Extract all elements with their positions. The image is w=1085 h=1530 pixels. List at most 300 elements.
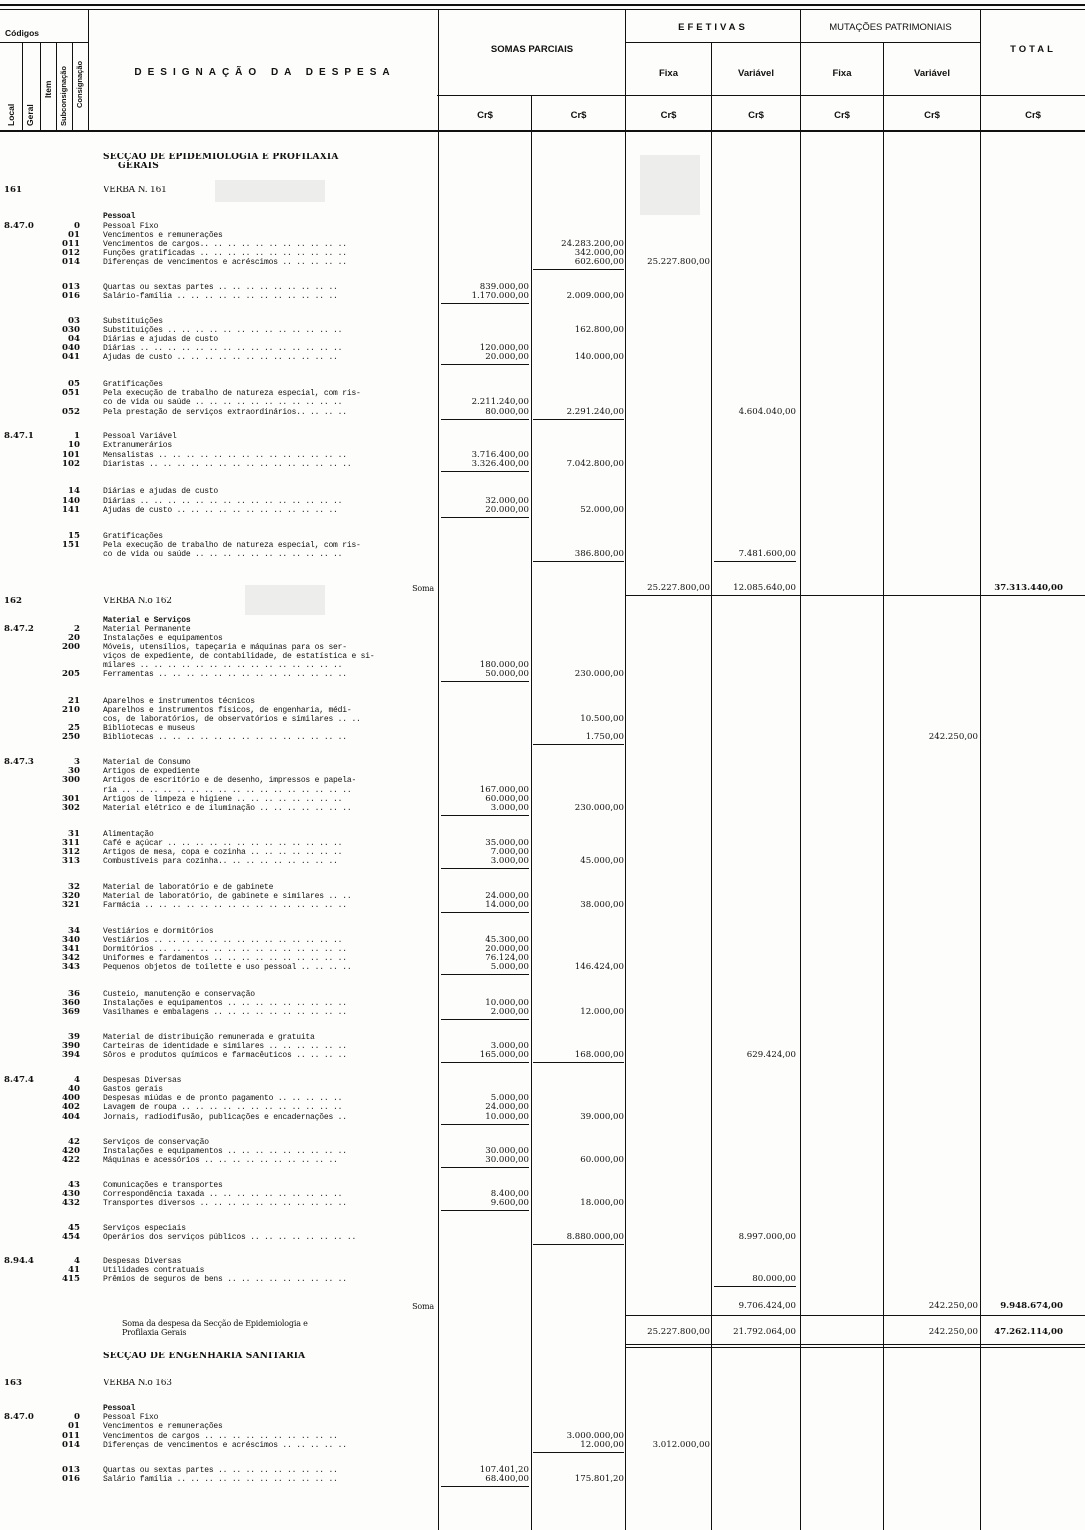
partial-sum-1: 3.000,00: [490, 1041, 529, 1051]
expense-description: Substituições .. .. .. .. .. .. .. .. .. .. .. .. ..: [103, 326, 343, 335]
code-item: 341: [62, 944, 80, 954]
code-item: 030: [62, 325, 80, 335]
table-row: [0, 550, 1085, 560]
partial-sum-1: 50.000,00: [485, 669, 529, 679]
table-row: [0, 258, 1085, 268]
header-mutacoes: MUTAÇÕES PATRIMONIAIS: [829, 22, 952, 33]
partial-sum-2: 2.009.000,00: [566, 291, 624, 301]
partial-sum-1: 3.000,00: [490, 856, 529, 866]
expense-description: Material elétrico e de iluminação .. .. .. .. .. .. ..: [103, 804, 352, 813]
expense-description: Bibliotecas .. .. .. .. .. .. .. .. .. .. .. .. .. ..: [103, 733, 347, 742]
code-item: 016: [62, 1474, 80, 1484]
partial-sum-2: 175.801,20: [574, 1474, 624, 1484]
expense-description: Diaristas .. .. .. .. .. .. .. .. .. .. .. .. .. .. ..: [103, 460, 352, 469]
code-item: 25: [68, 723, 80, 733]
partial-sum-2: 3.000.000,00: [566, 1431, 624, 1441]
total-value: 47.262.114,00: [994, 1327, 1063, 1337]
table-row: [0, 487, 1085, 497]
code-item: 400: [62, 1093, 80, 1103]
expense-description: Uniformes e fardamentos .. .. .. .. .. .. .. .. .. ..: [103, 954, 347, 963]
expense-description: Pela execução de trabalho de natureza especial, com ris-: [103, 389, 361, 398]
subtotal-underline: [533, 1062, 624, 1063]
code-item: 016: [62, 291, 80, 301]
subtotal-underline: [533, 1452, 624, 1453]
expense-description: Vencimentos de cargos .. .. .. .. .. .. .. .. .. ..: [103, 1432, 338, 1441]
expense-description: Dormitórios .. .. .. .. .. .. .. .. .. .. .. .. .. ..: [103, 945, 347, 954]
efetiva-variavel-value: 4.604.040,00: [738, 407, 796, 417]
partial-sum-2: 24.283.200,00: [561, 239, 624, 249]
code-local: 8.47.0: [4, 1412, 34, 1422]
partial-sum-1: 3.000,00: [490, 803, 529, 813]
table-row: [0, 1422, 1085, 1432]
expense-description: Salário-família .. .. .. .. .. .. .. .. .. .. .. ..: [103, 292, 338, 301]
code-item: 36: [68, 989, 80, 999]
code-item: 422: [62, 1155, 80, 1165]
expense-description: Material e Serviços: [103, 616, 191, 625]
subtotal-underline: [441, 517, 529, 518]
table-row: [0, 212, 1085, 222]
expense-description: Móveis, utensílios, tapeçaria e máquinas para os ser-: [103, 643, 347, 652]
code-item: 430: [62, 1189, 80, 1199]
subtotal-underline: [533, 269, 624, 270]
header-currency: Cr$: [570, 110, 587, 121]
partial-sum-1: 76.124,00: [485, 953, 529, 963]
code-item: 343: [62, 962, 80, 972]
expense-description: Diferenças de vencimentos e acréscimos .. .. .. .. ..: [103, 1441, 347, 1450]
top-rule-thin: [0, 9, 1085, 10]
partial-sum-1: 10.000,00: [485, 1112, 529, 1122]
expense-description: Instalações e equipamentos .. .. .. .. .. .. .. .. ..: [103, 999, 347, 1008]
header-currency: Cr$: [477, 110, 493, 121]
efetiva-variavel-value: 80.000,00: [752, 1274, 796, 1284]
partial-sum-2: 168.000,00: [574, 1050, 624, 1060]
header-currency: Cr$: [660, 110, 677, 121]
code-item: 4: [74, 1075, 80, 1085]
code-item: 342: [62, 953, 80, 963]
subtotal-underline: [714, 561, 796, 562]
section-heading: SECÇÃO DE ENGENHARIA SANITÁRIA: [103, 1352, 306, 1361]
code-item: 420: [62, 1146, 80, 1156]
subtotal-underline: [441, 364, 529, 365]
code-item: 415: [62, 1274, 80, 1284]
efetiva-fixa-value: 25.227.800,00: [647, 583, 710, 593]
partial-sum-1: 2.211.240,00: [471, 397, 529, 407]
code-item: 10: [68, 440, 80, 450]
expense-description: Material de laboratório e de gabinete: [103, 883, 274, 892]
table-row: [0, 1275, 1085, 1285]
header-currency: Cr$: [924, 110, 940, 121]
expense-description: Quartas ou sextas partes .. .. .. .. .. .. .. .. ..: [103, 1466, 338, 1475]
expense-description: Correspondência taxada .. .. .. .. .. .. .. .. .. ..: [103, 1190, 343, 1199]
expense-description: Instalações e equipamentos: [103, 634, 223, 643]
code-item: 313: [62, 856, 80, 866]
code-item: 14: [68, 486, 80, 496]
expense-description: co de vida ou saúde .. .. .. .. .. .. .. .. .. .. ..: [103, 398, 343, 407]
expense-description: Vencimentos de cargos.. .. .. .. .. .. .. .. .. .. ..: [103, 240, 347, 249]
code-local: 162: [4, 596, 22, 606]
efetiva-fixa-value: 3.012.000,00: [652, 1440, 710, 1450]
expense-description: Salário família .. .. .. .. .. .. .. .. .. .. .. ..: [103, 1475, 338, 1484]
expense-description: Serviços de conservação: [103, 1138, 209, 1147]
code-item: 102: [62, 459, 80, 469]
efetiva-variavel-value: 7.481.600,00: [738, 549, 796, 559]
code-item: 43: [68, 1180, 80, 1190]
expense-description: Vestiários .. .. .. .. .. .. .. .. .. .. .. .. .. ..: [103, 936, 343, 945]
code-item: 01: [68, 1421, 80, 1431]
subtotal-underline: [441, 974, 529, 975]
partial-sum-2: 7.042.800,00: [566, 459, 624, 469]
expense-description: Jornais, radiodifusão, publicações e encadernações ..: [103, 1113, 347, 1122]
subtotal-underline: [714, 1286, 796, 1287]
expense-description: Artigos de mesa, copa e cozinha .. .. .. .. .. .. ..: [103, 848, 343, 857]
efetiva-variavel-value: 8.997.000,00: [738, 1232, 796, 1242]
total-value: 9.948.674,00: [1000, 1301, 1063, 1311]
subtotal-underline: [441, 1486, 529, 1487]
expense-description: Vasilhames e embalagens .. .. .. .. .. .. .. .. .. ..: [103, 1008, 347, 1017]
code-item: 312: [62, 847, 80, 857]
table-row: [0, 292, 1085, 302]
expense-description: Extranumerários: [103, 441, 173, 450]
expense-description: Substituições: [103, 317, 163, 326]
partial-sum-2: 342.000,00: [574, 248, 624, 258]
table-row: [0, 1156, 1085, 1166]
expense-description: Gratificações: [103, 532, 163, 541]
code-item: 013: [62, 1465, 80, 1475]
code-item: 250: [62, 732, 80, 742]
efetiva-variavel-value: 21.792.064,00: [733, 1327, 796, 1337]
efetiva-variavel-value: 12.085.640,00: [733, 583, 796, 593]
efetiva-fixa-value: 25.227.800,00: [647, 1327, 710, 1337]
partial-sum-1: 45.300,00: [485, 935, 529, 945]
partial-sum-2: 60.000,00: [580, 1155, 624, 1165]
header-currency: Cr$: [834, 110, 850, 121]
expense-description: Material de Consumo: [103, 758, 191, 767]
expense-description: Prêmios de seguros de bens .. .. .. .. .. .. .. .. ..: [103, 1275, 347, 1284]
table-row: [0, 441, 1085, 451]
partial-sum-2: 386.800,00: [574, 549, 624, 559]
partial-sum-2: 52.000,00: [580, 505, 624, 515]
expense-description: Utilidades contratuais: [103, 1266, 205, 1275]
expense-description: Diárias e ajudas de custo: [103, 335, 219, 344]
expense-description: Aparelhos e instrumentos técnicos: [103, 697, 255, 706]
partial-sum-2: 18.000,00: [580, 1198, 624, 1208]
code-item: 302: [62, 803, 80, 813]
code-item: 200: [62, 642, 80, 652]
expense-description: Despesas Diversas: [103, 1076, 182, 1085]
partial-sum-1: 120.000,00: [479, 343, 529, 353]
expense-description: ria .. .. .. .. .. .. .. .. .. .. .. .. .. .. .. .. ..: [103, 786, 352, 795]
partial-sum-2: 38.000,00: [580, 900, 624, 910]
expense-description: Artigos de expediente: [103, 767, 200, 776]
verba-heading: VERBA N.o 162: [103, 597, 172, 606]
header-total: TOTAL: [1010, 44, 1056, 55]
table-row: [0, 584, 1085, 594]
expense-description: Carteiras de identidade e similares .. .. .. .. .. ..: [103, 1042, 347, 1051]
code-item: 4: [74, 1256, 80, 1266]
code-item: 300: [62, 775, 80, 785]
partial-sum-1: 20.000,00: [485, 505, 529, 515]
code-local: 8.47.4: [4, 1075, 34, 1085]
code-item: 301: [62, 794, 80, 804]
table-row: [0, 1328, 1085, 1338]
expense-description: Vencimentos e remunerações: [103, 1422, 223, 1431]
table-row: [0, 963, 1085, 973]
code-item: 052: [62, 407, 80, 417]
partial-sum-1: 5.000,00: [490, 1093, 529, 1103]
code-item: 369: [62, 1007, 80, 1017]
table-row: [0, 901, 1085, 911]
expense-description: Café e açúcar .. .. .. .. .. .. .. .. .. .. .. .. ..: [103, 839, 343, 848]
expense-description: Artigos de escritório e de desenho, impressos e papela-: [103, 776, 357, 785]
expense-description: Aparelhos e instrumentos físicos, de engenharia, médi-: [103, 706, 352, 715]
verba-heading: VERBA N.o 163: [103, 1379, 172, 1388]
code-item: 014: [62, 257, 80, 267]
partial-sum-2: 45.000,00: [580, 856, 624, 866]
header-efetivas-variavel: Variável: [738, 68, 774, 79]
code-item: 0: [74, 221, 80, 231]
code-item: 101: [62, 450, 80, 460]
partial-sum-1: 80.000,00: [485, 407, 529, 417]
subtotal-underline: [441, 1167, 529, 1168]
expense-description: Profilaxia Gerais: [122, 1328, 187, 1337]
expense-description: Diárias .. .. .. .. .. .. .. .. .. .. .. .. .. .. ..: [103, 497, 343, 506]
code-item: 012: [62, 248, 80, 258]
code-item: 42: [68, 1137, 80, 1147]
subtotal-underline: [441, 1124, 529, 1125]
expense-description: Pessoal Fixo: [103, 222, 159, 231]
soma-label: Soma: [412, 584, 434, 593]
subtotal-underline: [533, 419, 624, 420]
expense-description: Artigos de limpeza e higiene .. .. .. .. .. .. .. ..: [103, 795, 343, 804]
code-local: 8.47.3: [4, 757, 34, 767]
expense-description: Pessoal: [103, 212, 136, 221]
partial-sum-1: 14.000,00: [485, 900, 529, 910]
code-item: 321: [62, 900, 80, 910]
table-row: [0, 804, 1085, 814]
partial-sum-1: 3.326.400,00: [471, 459, 529, 469]
subtotal-underline: [441, 419, 529, 420]
code-item: 151: [62, 540, 80, 550]
expense-description: Máquinas e acessórios .. .. .. .. .. .. .. .. .. ..: [103, 1156, 338, 1165]
code-item: 1: [74, 431, 80, 441]
partial-sum-1: 35.000,00: [485, 838, 529, 848]
table-row: [0, 1302, 1085, 1312]
code-item: 21: [68, 696, 80, 706]
expense-description: Instalações e equipamentos .. .. .. .. .. .. .. .. ..: [103, 1147, 347, 1156]
partial-sum-1: 3.716.400,00: [471, 450, 529, 460]
table-row: [0, 1233, 1085, 1243]
expense-description: Lavagem de roupa .. .. .. .. .. .. .. .. .. .. .. ..: [103, 1103, 343, 1112]
expense-description: viços de expediente, de contabilidade, de estatística e si-: [103, 652, 375, 661]
expense-description: Quartas ou sextas partes .. .. .. .. .. .. .. .. ..: [103, 283, 338, 292]
subtotal-underline: [441, 912, 529, 913]
table-row: [0, 408, 1085, 418]
code-item: 30: [68, 766, 80, 776]
header-consignacao: Consignação: [75, 60, 84, 108]
partial-sum-2: 12.000,00: [580, 1440, 624, 1450]
efetiva-variavel-value: 9.706.424,00: [738, 1301, 796, 1311]
table-row: [0, 1103, 1085, 1113]
section-heading: SECÇÃO DE EPIDEMIOLOGIA E PROFILAXIA: [103, 153, 339, 162]
code-item: 390: [62, 1041, 80, 1051]
expense-description: Gratificações: [103, 380, 163, 389]
partial-sum-1: 107.401,20: [479, 1465, 529, 1475]
code-item: 013: [62, 282, 80, 292]
code-local: 8.47.2: [4, 624, 34, 634]
partial-sum-2: 10.500,00: [580, 714, 624, 724]
header-codigos: Códigos: [5, 28, 39, 38]
table-row: [0, 776, 1085, 786]
table-row: [0, 1051, 1085, 1061]
partial-sum-1: 2.000,00: [490, 1007, 529, 1017]
expense-description: Pequenos objetos de toilette e uso pessoal .. .. .. ..: [103, 963, 352, 972]
code-local: 8.47.0: [4, 221, 34, 231]
mutacao-variavel-value: 242.250,00: [928, 732, 978, 742]
partial-sum-2: 8.880.000,00: [566, 1232, 624, 1242]
code-item: 04: [68, 334, 80, 344]
expense-description: Material de laboratório, de gabinete e similares .. ..: [103, 892, 352, 901]
code-item: 20: [68, 633, 80, 643]
expense-description: Pessoal Variável: [103, 432, 177, 441]
header-item: Item: [43, 80, 53, 98]
expense-description: Serviços especiais: [103, 1224, 186, 1233]
table-row: [0, 398, 1085, 408]
code-item: 2: [74, 624, 80, 634]
code-item: 011: [62, 1431, 80, 1441]
code-item: 320: [62, 891, 80, 901]
total-value: 37.313.440,00: [994, 583, 1063, 593]
expense-description: Ajudas de custo .. .. .. .. .. .. .. .. .. .. .. ..: [103, 506, 338, 515]
partial-sum-2: 230.000,00: [574, 803, 624, 813]
table-row: [0, 186, 1085, 196]
partial-sum-2: 2.291.240,00: [566, 407, 624, 417]
expense-description: Pessoal: [103, 1404, 136, 1413]
header-mutacoes-variavel: Variável: [914, 68, 950, 79]
code-item: 340: [62, 935, 80, 945]
partial-sum-2: 12.000,00: [580, 1007, 624, 1017]
code-item: 402: [62, 1102, 80, 1112]
code-item: 45: [68, 1223, 80, 1233]
code-item: 014: [62, 1440, 80, 1450]
code-item: 041: [62, 352, 80, 362]
header-efetivas-fixa: Fixa: [658, 68, 678, 79]
partial-sum-1: 5.000,00: [490, 962, 529, 972]
code-item: 3: [74, 757, 80, 767]
header-currency: Cr$: [748, 110, 764, 121]
code-item: 140: [62, 496, 80, 506]
soma-label: Soma: [412, 1302, 434, 1311]
code-item: 404: [62, 1112, 80, 1122]
partial-sum-2: 162.800,00: [574, 325, 624, 335]
expense-description: Ferramentas .. .. .. .. .. .. .. .. .. .. .. .. .. ..: [103, 670, 347, 679]
efetiva-fixa-value: 25.227.800,00: [647, 257, 710, 267]
code-item: 011: [62, 239, 80, 249]
expense-description: Material de distribuição remunerada e gratuita: [103, 1033, 315, 1042]
expense-description: Diárias .. .. .. .. .. .. .. .. .. .. .. .. .. .. ..: [103, 344, 343, 353]
partial-sum-1: 8.400,00: [490, 1189, 529, 1199]
expense-description: Combustíveis para cozinha.. .. .. .. .. .. .. .. ..: [103, 857, 338, 866]
table-row: [0, 1379, 1085, 1389]
expense-description: milares .. .. .. .. .. .. .. .. .. .. .. .. .. .. ..: [103, 661, 343, 670]
section-heading: GERAIS: [118, 162, 159, 171]
code-item: 03: [68, 316, 80, 326]
code-item: 31: [68, 829, 80, 839]
expense-description: Custeio, manutenção e conservação: [103, 990, 255, 999]
partial-sum-1: 68.400,00: [485, 1474, 529, 1484]
partial-sum-1: 7.000,00: [490, 847, 529, 857]
partial-sum-2: 1.750,00: [585, 732, 624, 742]
subtotal-underline: [441, 815, 529, 816]
verba-heading: VERBA N. 161: [103, 186, 167, 195]
code-local: 8.47.1: [4, 431, 34, 441]
code-item: 0: [74, 1412, 80, 1422]
expense-description: Material Permanente: [103, 625, 191, 634]
expense-description: Farmácia .. .. .. .. .. .. .. .. .. .. .. .. .. .. ..: [103, 901, 347, 910]
partial-sum-2: 146.424,00: [574, 962, 624, 972]
subtotal-underline: [441, 1062, 529, 1063]
table-row: [0, 1113, 1085, 1123]
subtotal-underline: [441, 471, 529, 472]
code-item: 205: [62, 669, 80, 679]
subtotal-underline: [441, 303, 529, 304]
subtotal-underline: [441, 681, 529, 682]
expense-description: Diferenças de vencimentos e acréscimos .. .. .. .. ..: [103, 258, 347, 267]
expense-description: Pela execução de trabalho de natureza especial, com ris-: [103, 541, 361, 550]
code-local: 8.94.4: [4, 1256, 34, 1266]
subtotal-underline: [441, 1019, 529, 1020]
expense-description: Operários dos serviços públicos .. .. .. .. .. .. .. ..: [103, 1233, 357, 1242]
expense-description: Diárias e ajudas de custo: [103, 487, 219, 496]
mutacao-variavel-value: 242.250,00: [928, 1327, 978, 1337]
expense-description: Sôros e produtos químicos e farmacêuticos .. .. .. ..: [103, 1051, 347, 1060]
header-bottom-rule: [0, 130, 1085, 132]
expense-description: Alimentação: [103, 830, 154, 839]
partial-sum-2: 39.000,00: [580, 1112, 624, 1122]
header-subconsignacao: Subconsignação: [59, 65, 68, 126]
partial-sum-2: 602.600,00: [574, 257, 624, 267]
code-item: 40: [68, 1084, 80, 1094]
expense-description: Despesas Diversas: [103, 1257, 182, 1266]
code-local: 163: [4, 1378, 22, 1388]
expense-description: Pela prestação de serviços extraordinários.. .. .. ..: [103, 408, 347, 417]
header-local: Local: [6, 103, 16, 126]
expense-description: Bibliotecas e museus: [103, 724, 196, 733]
expense-description: co de vida ou saúde .. .. .. .. .. .. .. .. .. .. ..: [103, 550, 343, 559]
table-row: [0, 597, 1085, 607]
header-geral: Geral: [25, 104, 35, 126]
efetiva-variavel-value: 629.424,00: [746, 1050, 796, 1060]
partial-sum-1: 20.000,00: [485, 944, 529, 954]
code-item: 41: [68, 1265, 80, 1275]
code-item: 360: [62, 998, 80, 1008]
code-item: 34: [68, 926, 80, 936]
expense-description: Mensalistas .. .. .. .. .. .. .. .. .. .. .. .. .. ..: [103, 451, 347, 460]
code-local: 161: [4, 185, 22, 195]
partial-sum-1: 24.000,00: [485, 891, 529, 901]
header-mutacoes-fixa: Fixa: [832, 68, 852, 79]
table-row: [0, 1199, 1085, 1209]
partial-sum-1: 180.000,00: [479, 660, 529, 670]
partial-sum-1: 24.000,00: [485, 1102, 529, 1112]
code-item: 01: [68, 230, 80, 240]
partial-sum-1: 839.000,00: [479, 282, 529, 292]
table-row: [0, 1475, 1085, 1485]
table-row: [0, 1352, 1085, 1362]
table-row: [0, 857, 1085, 867]
expense-description: Funções gratificadas .. .. .. .. .. .. .. .. .. .. ..: [103, 249, 347, 258]
expense-description: cos, de laboratórios, de observatórios e similares .. ..: [103, 715, 361, 724]
code-item: 432: [62, 1198, 80, 1208]
